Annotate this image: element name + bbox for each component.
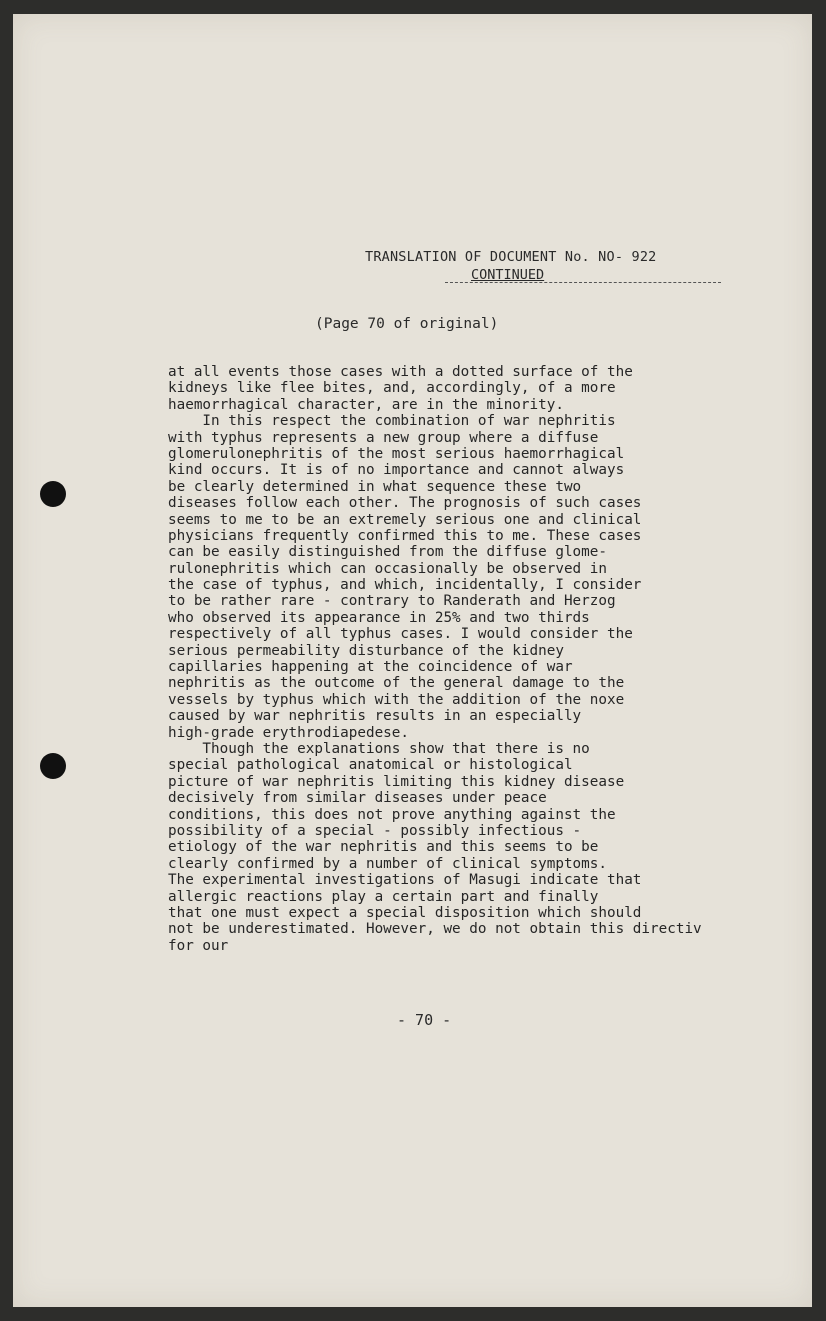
body-line: can be easily distinguished from the diffuse glome- [168,544,607,561]
body-line: etiology of the war nephritis and this seems to be [168,839,599,856]
body-line: caused by war nephritis results in an especially [168,708,582,725]
body-line: for our [168,937,229,954]
body-line: nephritis as the outcome of the general damage to the [168,675,625,692]
body-line: allergic reactions play a certain part and finally [168,888,599,905]
body-line: picture of war nephritis limiting this kidney disease [168,773,625,790]
document-page [13,14,812,1307]
body-line: conditions, this does not prove anything against the [168,806,616,823]
body-line: serious permeability disturbance of the kidney [168,642,564,659]
body-line: diseases follow each other. The prognosis of such cases [168,495,642,512]
body-line: physicians frequently confirmed this to me. These cases [168,527,642,544]
body-line: who observed its appearance in 25% and two thirds [168,609,590,626]
document-title: TRANSLATION OF DOCUMENT No. NO- 922 [365,249,657,265]
body-line: respectively of all typhus cases. I would consider the [168,626,633,643]
body-line: kidneys like flee bites, and, accordingly, of a more [168,380,616,397]
body-line: at all events those cases with a dotted surface of the [168,364,633,380]
body-line: rulonephritis which can occasionally be observed in [168,560,607,577]
page-number: - 70 - [397,1011,452,1029]
header-rule [445,282,721,283]
body-line: the case of typhus, and which, incidentally, I consider [168,577,642,594]
body-line: Though the explanations show that there is no [168,740,590,757]
body-line: haemorrhagical character, are in the minority. [168,396,564,413]
punch-hole-bottom [40,753,66,779]
body-line: possibility of a special - possibly infectious - [168,822,582,839]
body-line: clearly confirmed by a number of clinical symptoms. [168,855,607,872]
body-line: not be underestimated. However, we do not obtain this directiv [168,921,702,938]
body-line: that one must expect a special disposition which should [168,904,642,921]
punch-hole-top [40,481,66,507]
body-line: decisively from similar diseases under peace [168,790,547,807]
body-line: capillaries happening at the coincidence of war [168,659,573,676]
body-line: special pathological anatomical or histological [168,757,573,774]
body-line: vessels by typhus which with the addition of the noxe [168,691,625,708]
body-line: glomerulonephritis of the most serious haemorrhagical [168,445,625,462]
body-line: with typhus represents a new group where a diffuse [168,429,599,446]
body-line: The experimental investigations of Masugi indicate that [168,872,642,889]
body-line: In this respect the combination of war nephritis [168,413,616,430]
body-line: high-grade erythrodiapedese. [168,724,410,741]
body-line: seems to me to be an extremely serious one and clinical [168,511,642,528]
body-line: kind occurs. It is of no importance and cannot always [168,462,625,479]
body-line: be clearly determined in what sequence these two [168,478,582,495]
page-reference: (Page 70 of original) [315,316,499,332]
body-line: to be rather rare - contrary to Randerath and Herzog [168,593,616,610]
body-text [168,364,788,954]
document-subtitle: CONTINUED [471,267,545,283]
